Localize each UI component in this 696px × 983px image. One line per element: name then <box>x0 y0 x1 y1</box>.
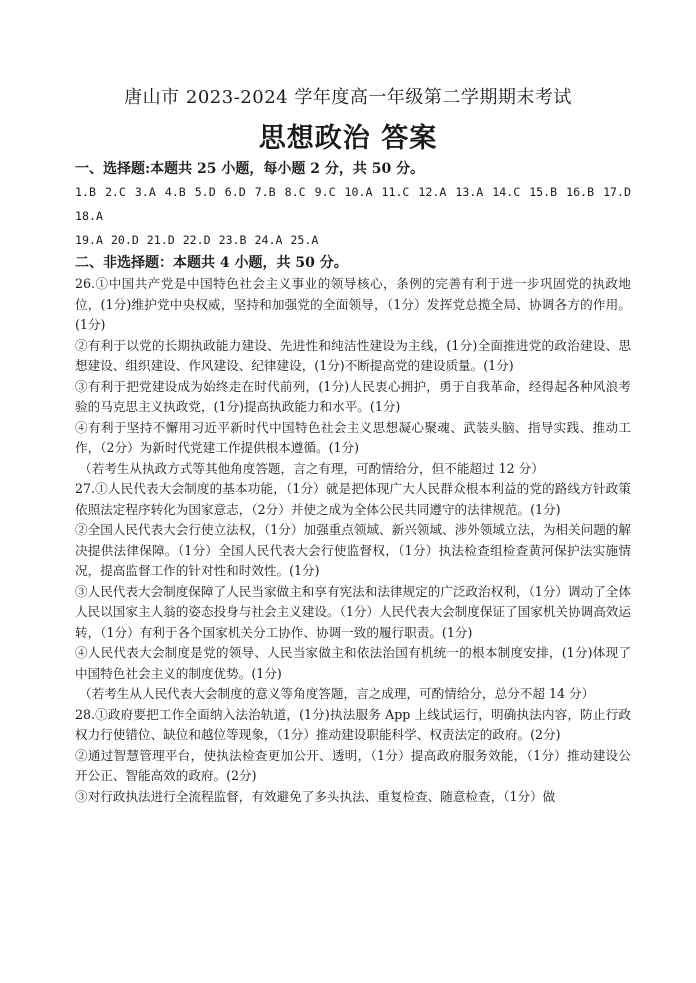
exam-subtitle: 思想政治 答案 <box>258 123 438 154</box>
q27-point-3: ③人民代表大会制度保障了人民当家做主和享有宪法和法律规定的广泛政治权利，（1分）调动了全体人民以国家主人翁的姿态投身与社会主义建设。（1分）人民代表大会制度保证了国家机关协调高效运转，（1分）有利于各个国家机关分工协作、协调一致的履行职责。(1分) <box>75 583 631 640</box>
choice-answers-line-2: 19.A 20.D 21.D 22.D 23.B 24.A 25.A <box>75 233 319 247</box>
answer-content <box>75 158 631 807</box>
q26-point-4: ④有利于坚持不懈用习近平新时代中国特色社会主义思想凝心聚魂、武装头脑、指导实践、推动工作，（2分）为新时代党建工作提供根本遵循。(1分) <box>75 419 631 455</box>
choice-answers-line-1: 1.B 2.C 3.A 4.B 5.D 6.D 7.B 8.C 9.C 10.A 11.C 12.A 13.A 14.C 15.B 16.B 17.D 18.A <box>75 185 631 223</box>
q28-point-2: ②通过智慧管理平台，使执法检查更加公开、透明，（1分）提高政府服务效能，（1分）推动建设公开公正、智能高效的政府。(2分) <box>75 747 631 783</box>
section2-heading: 二、非选择题：本题共 4 小题，共 50 分。 <box>75 255 348 271</box>
q27-point-1: 27.①人民代表大会制度的基本功能，（1分）就是把体现广大人民群众根本利益的党的路线方针政策依照法定程序转化为国家意志，（2分）并使之成为全体公民共同遵守的法律规范。(1分) <box>75 481 631 517</box>
q26-scoring-note: （若考生从执政方式等其他角度答题，言之有理，可酌情给分，但不能超过 12 分） <box>79 460 544 476</box>
q27-point-2: ②全国人民代表大会行使立法权，（1分）加强重点领域、新兴领域、涉外领域立法，为相关问题的解决提供法律保障。（1分）全国人民代表大会行使监督权，（1分）执法检查组检查黄河保护法实施情况，提高监督工作的针对性和时效性。(1分) <box>75 522 631 578</box>
q27-scoring-note: （若考生从人民代表大会制度的意义等角度答题，言之成理，可酌情给分，总分不超 14 分） <box>79 686 595 701</box>
section1-heading: 一、选择题:本题共 25 小题，每小题 2 分，共 50 分。 <box>75 161 425 177</box>
q26-point-1: 26.①中国共产党是中国特色社会主义事业的领导核心，条例的完善有利于进一步巩固党的执政地位，(1分)维护党中央权威，坚持和加强党的全面领导，（1分）发挥党总揽全局、协调各方的作用。(1分) <box>75 276 631 332</box>
q28-point-1: 28.①政府要把工作全面纳入法治轨道，(1分)执法服务 App 上线试运行，明确执法内容，防止行政权力行使错位、缺位和越位等现象，（1分）推动建设职能科学、权责法定的政府。(2分) <box>75 706 631 742</box>
q27-point-4: ④人民代表大会制度是党的领导、人民当家做主和依法治国有机统一的根本制度安排，(1分)体现了中国特色社会主义的制度优势。(1分) <box>75 645 631 681</box>
q28-point-3: ③对行政执法进行全流程监督，有效避免了多头执法、重复检查、随意检查，（1分）做 <box>75 788 556 804</box>
exam-title: 唐山市 2023-2024 学年度高一年级第二学期期末考试 <box>124 87 572 108</box>
q26-point-3: ③有利于把党建设成为始终走在时代前列，(1分)人民衷心拥护，勇于自我革命，经得起各种风浪考验的马克思主义执政党，(1分)提高执政能力和水平。(1分) <box>75 378 631 414</box>
q26-point-2: ②有利于以党的长期执政能力建设、先进性和纯洁性建设为主线，(1分)全面推进党的政治建设、思想建设、组织建设、作风建设、纪律建设，(1分)不断提高党的建设质量。(1分) <box>75 337 631 373</box>
